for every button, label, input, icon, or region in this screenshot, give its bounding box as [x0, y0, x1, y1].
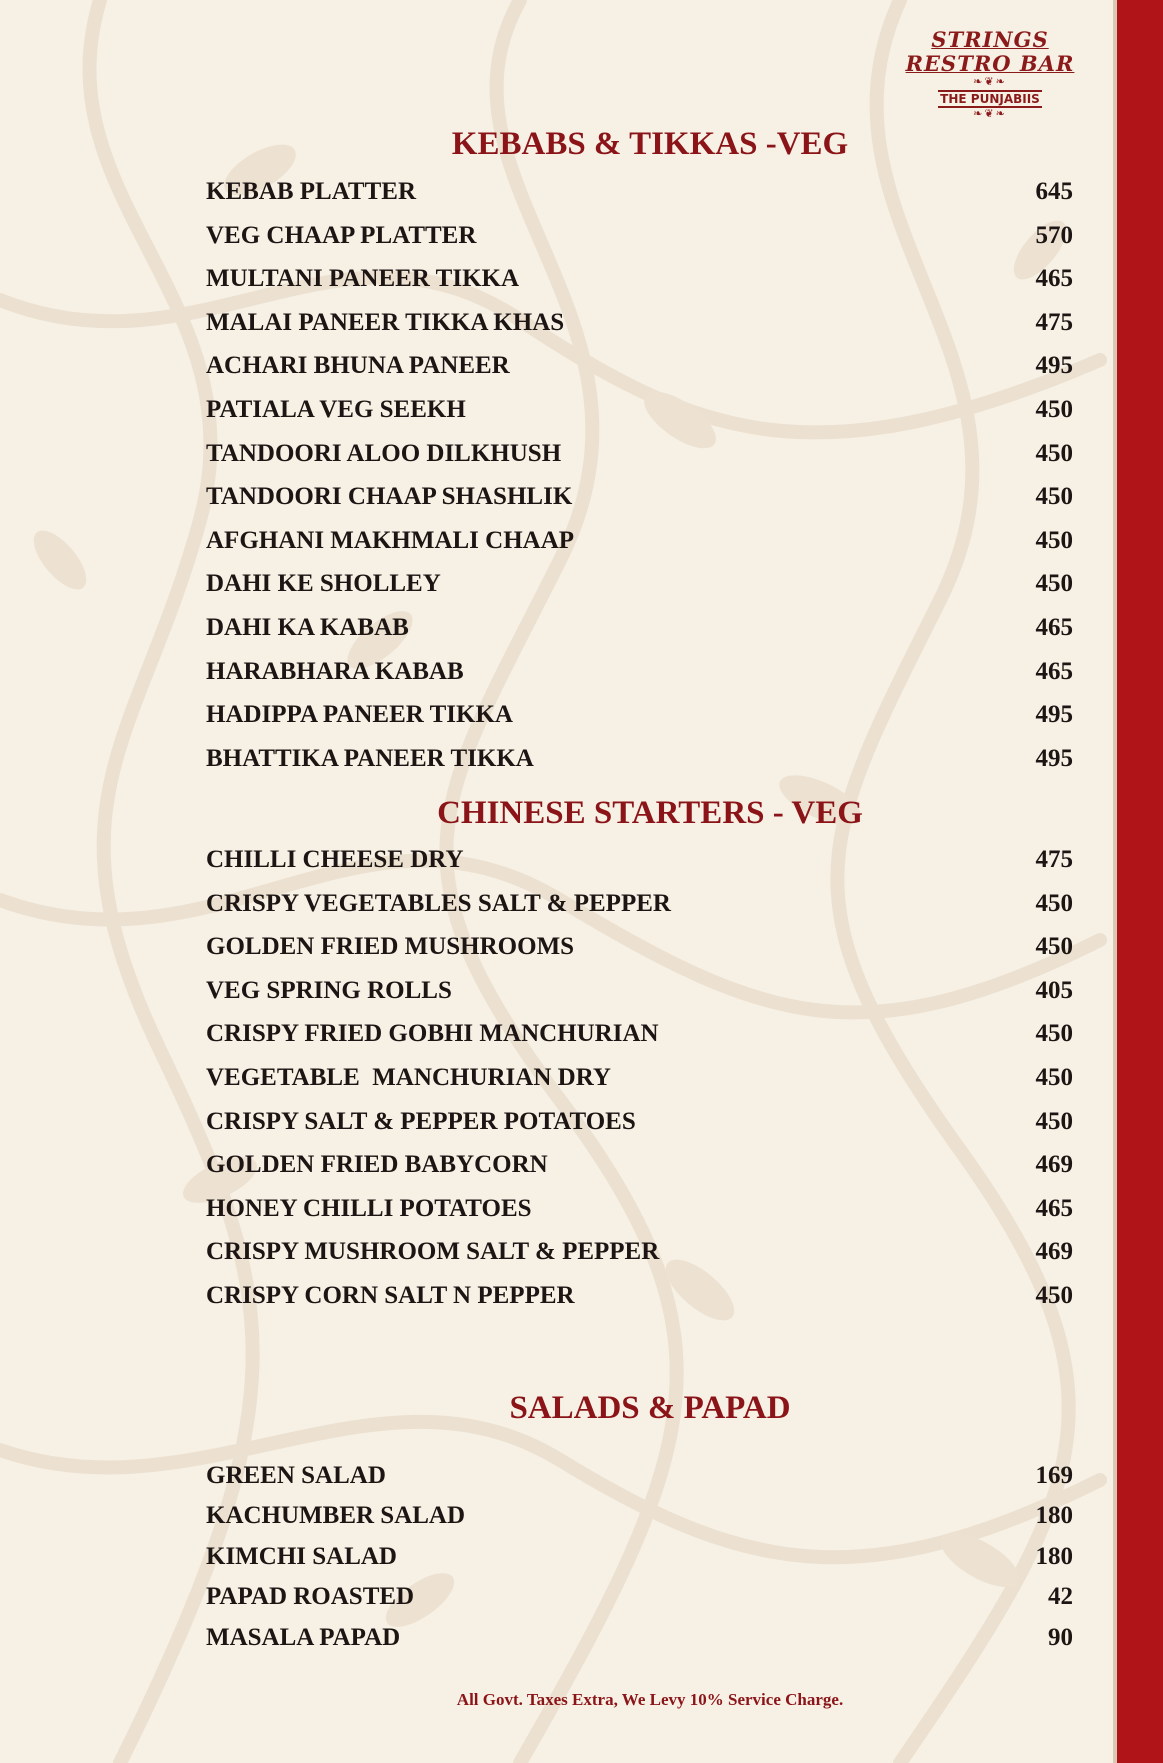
menu-item-price: 405 [1035, 976, 1073, 1004]
menu-item-price: 450 [1035, 1020, 1073, 1048]
menu-item-row [206, 610, 1073, 646]
menu-item-row [206, 886, 1073, 922]
menu-item-name: PAPAD ROASTED [206, 1583, 415, 1611]
menu-item-price: 469 [1035, 1151, 1073, 1179]
menu-item-row [206, 1579, 1073, 1615]
menu-item-row [206, 1278, 1073, 1314]
menu-item-price: 180 [1035, 1502, 1073, 1530]
menu-item-row [206, 1539, 1073, 1575]
menu-item-row [206, 741, 1073, 777]
menu-item-row [206, 436, 1073, 472]
menu-item-price: 450 [1035, 439, 1073, 467]
menu-item-name: MALAI PANEER TIKKA KHAS [206, 308, 565, 336]
menu-item-price: 450 [1035, 1282, 1073, 1309]
menu-item-row [206, 1016, 1073, 1052]
menu-item-name: CRISPY MUSHROOM SALT & PEPPER [206, 1238, 660, 1266]
menu-item-row [206, 842, 1073, 878]
section-title-kebabs: KEBABS & TIKKAS -VEG [451, 126, 849, 162]
menu-item-name: MASALA PAPAD [206, 1623, 401, 1651]
menu-item-price: 465 [1035, 614, 1073, 641]
menu-item-price: 495 [1035, 701, 1073, 729]
menu-item-price: 450 [1035, 933, 1073, 961]
menu-item-name: KEBAB PLATTER [206, 178, 416, 205]
menu-item-row [206, 566, 1073, 602]
menu-item-row [206, 1234, 1073, 1270]
menu-item-price: 169 [1035, 1462, 1073, 1489]
menu-item-price: 495 [1035, 744, 1073, 772]
menu-item-name: TANDOORI ALOO DILKHUSH [206, 439, 562, 467]
menu-item-name: BHATTIKA PANEER TIKKA [206, 744, 534, 772]
menu-item-row [206, 1498, 1073, 1534]
menu-item-price: 475 [1035, 846, 1073, 873]
menu-item-name: HADIPPA PANEER TIKKA [206, 701, 513, 729]
section-title-chinese-starters: CHINESE STARTERS - VEG [437, 795, 863, 831]
menu-item-row [206, 1060, 1073, 1096]
menu-item-row [206, 305, 1073, 341]
menu-item-row [206, 392, 1073, 428]
menu-item-name: CRISPY SALT & PEPPER POTATOES [206, 1107, 636, 1135]
menu-item-name: HONEY CHILLI POTATOES [206, 1194, 532, 1222]
menu-item-name: VEG SPRING ROLLS [206, 976, 452, 1004]
menu-item-name: DAHI KA KABAB [206, 614, 409, 641]
menu-item-row [206, 973, 1073, 1009]
menu-item-name: CRISPY CORN SALT N PEPPER [206, 1282, 575, 1309]
menu-item-name: CHILLI CHEESE DRY [206, 846, 464, 873]
menu-item-row [206, 218, 1073, 254]
footer-note: All Govt. Taxes Extra, We Levy 10% Service Charge. [456, 1690, 844, 1709]
menu-item-row [206, 348, 1073, 384]
menu-item-name: GREEN SALAD [206, 1462, 386, 1489]
menu-item-price: 469 [1035, 1238, 1073, 1266]
menu-item-row [206, 174, 1073, 210]
menu-item-price: 465 [1035, 265, 1073, 293]
menu-item-price: 90 [1048, 1623, 1073, 1651]
menu-item-price: 465 [1035, 657, 1073, 685]
menu-item-price: 450 [1035, 526, 1073, 554]
logo-line-2: RESTRO BAR [905, 51, 1075, 76]
menu-item-price: 450 [1035, 889, 1073, 917]
menu-item-price: 570 [1035, 221, 1073, 249]
menu-item-price: 180 [1035, 1542, 1073, 1570]
restaurant-logo [900, 28, 1080, 120]
menu-item-name: GOLDEN FRIED BABYCORN [206, 1151, 548, 1179]
menu-item-row [206, 261, 1073, 297]
menu-item-price: 450 [1035, 396, 1073, 423]
menu-item-name: KIMCHI SALAD [206, 1542, 397, 1570]
logo-flourish-bottom: ❧❦❧ [973, 107, 1007, 120]
menu-item-name: CRISPY FRIED GOBHI MANCHURIAN [206, 1020, 659, 1048]
menu-item-row [206, 523, 1073, 559]
menu-item-name: VEGETABLE MANCHURIAN DRY [206, 1064, 611, 1091]
menu-item-price: 450 [1035, 483, 1073, 511]
menu-item-row [206, 1104, 1073, 1140]
logo-tagline: THE PUNJABIIS [940, 92, 1040, 106]
menu-item-price: 450 [1035, 1107, 1073, 1135]
menu-item-row [206, 654, 1073, 690]
menu-item-row [206, 479, 1073, 515]
menu-item-price: 450 [1035, 570, 1073, 598]
menu-item-name: PATIALA VEG SEEKH [206, 396, 466, 423]
logo-line-1: STRINGS [931, 27, 1049, 52]
menu-item-row [206, 929, 1073, 965]
menu-item-row [206, 1191, 1073, 1227]
menu-item-name: DAHI KE SHOLLEY [206, 570, 441, 598]
menu-item-name: GOLDEN FRIED MUSHROOMS [206, 933, 575, 961]
menu-item-price: 465 [1035, 1194, 1073, 1222]
menu-item-name: AFGHANI MAKHMALI CHAAP [206, 526, 575, 554]
menu-item-name: VEG CHAAP PLATTER [206, 221, 477, 249]
menu-item-name: HARABHARA KABAB [206, 657, 464, 685]
menu-item-price: 42 [1048, 1583, 1073, 1611]
menu-item-name: ACHARI BHUNA PANEER [206, 352, 510, 380]
menu-item-price: 450 [1035, 1064, 1073, 1091]
menu-item-row [206, 697, 1073, 733]
menu-item-price: 645 [1035, 178, 1073, 205]
section-title-salads: SALADS & PAPAD [509, 1390, 791, 1426]
menu-item-name: CRISPY VEGETABLES SALT & PEPPER [206, 889, 671, 917]
menu-item-row [206, 1458, 1073, 1494]
menu-item-row [206, 1147, 1073, 1183]
menu-item-name: KACHUMBER SALAD [206, 1502, 466, 1530]
menu-item-price: 475 [1035, 308, 1073, 336]
menu-item-name: TANDOORI CHAAP SHASHLIK [206, 483, 573, 511]
menu-item-name: MULTANI PANEER TIKKA [206, 265, 520, 293]
menu-item-row [206, 1620, 1073, 1656]
side-red-band [1117, 0, 1163, 1763]
logo-flourish-top: ❧❦❧ [973, 75, 1007, 88]
menu-item-price: 495 [1035, 352, 1073, 380]
